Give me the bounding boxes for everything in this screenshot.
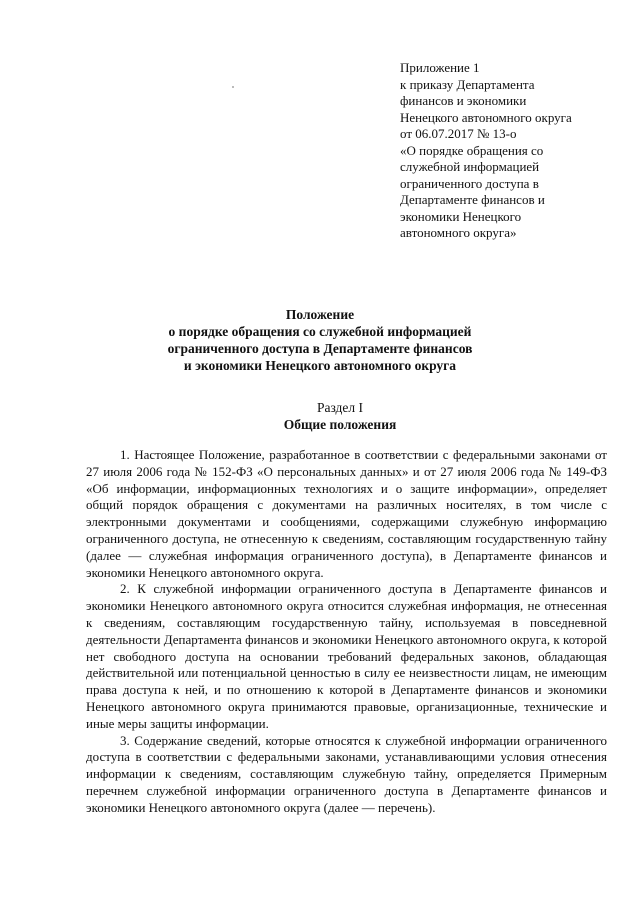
title-line: и экономики Ненецкого автономного округа bbox=[183, 358, 457, 373]
body-text bbox=[86, 447, 607, 817]
scan-speck bbox=[232, 86, 234, 88]
section-label: Раздел I bbox=[316, 400, 364, 415]
appendix-line: Ненецкого автономного округа bbox=[400, 109, 572, 125]
appendix-line: финансов и экономики bbox=[400, 93, 527, 108]
appendix-line: экономики Ненецкого bbox=[400, 208, 522, 224]
appendix-line: автономного округа» bbox=[400, 225, 517, 240]
appendix-line: к приказу Департамента bbox=[400, 76, 535, 92]
section-heading: Общие положения bbox=[283, 417, 397, 432]
appendix-line: от 06.07.2017 № 13-о bbox=[400, 126, 517, 141]
appendix-line: ограниченного доступа в bbox=[400, 175, 539, 191]
appendix-line: Приложение 1 bbox=[400, 60, 480, 75]
title-line: о порядке обращения со служебной информацией bbox=[168, 324, 472, 339]
appendix-block bbox=[400, 60, 605, 242]
appendix-line: служебной информацией bbox=[400, 159, 540, 174]
title-line: Положение bbox=[285, 307, 355, 322]
paragraph: 3. Содержание сведений, которые относятся к служебной информации ограниченного доступа в соответствии с федеральными законами, устанавливающими условия отнесения информации к сведениям, составляющим служебную тайну, определяется Примерным перечнем служебной информации ограниченного доступа в Департаменте финансов и экономики Ненецкого автономного округа (далее — перечень). bbox=[86, 732, 607, 815]
appendix-line: «О порядке обращения со bbox=[400, 142, 544, 158]
appendix-line: Департаменте финансов и bbox=[400, 192, 545, 207]
title-line: ограниченного доступа в Департаменте финансов bbox=[167, 341, 473, 356]
paragraph: 1. Настоящее Положение, разработанное в соответствии с федеральными законами от 27 июля 2006 года № 152-ФЗ «О персональных данных» и от 27 июля 2006 года № 149-ФЗ «Об информации, информационных технологиях и о защите информации», определяет общий порядок обращения с документами на различных носителях, в том числе с электронными документами и сообщениями, содержащими служебную информацию ограниченного доступа, не отнесенную к сведениям, составляющим государственную тайну (далее — служебная информация ограниченного доступа), в Департаменте финансов и экономики Ненецкого автономного округа. bbox=[86, 447, 607, 580]
paragraph: 2. К служебной информации ограниченного доступа в Департаменте финансов и экономики Ненецкого автономного округа относится служебная информация, не отнесенная к сведениям, составляющим государственную тайну, используемая в повседневной деятельности Департамента финансов и экономики Ненецкого автономного округа, к которой нет свободного доступа на основании требований федеральных законов, обладающая действительной или потенциальной ценностью в силу ее неизвестности лицам, не имеющим права доступа к ней, и по отношению к которой в Департаменте финансов и экономики Ненецкого автономного округа принимаются правовые, организационные, технические и иные меры защиты информации. bbox=[86, 581, 607, 731]
document-title bbox=[0, 306, 640, 374]
